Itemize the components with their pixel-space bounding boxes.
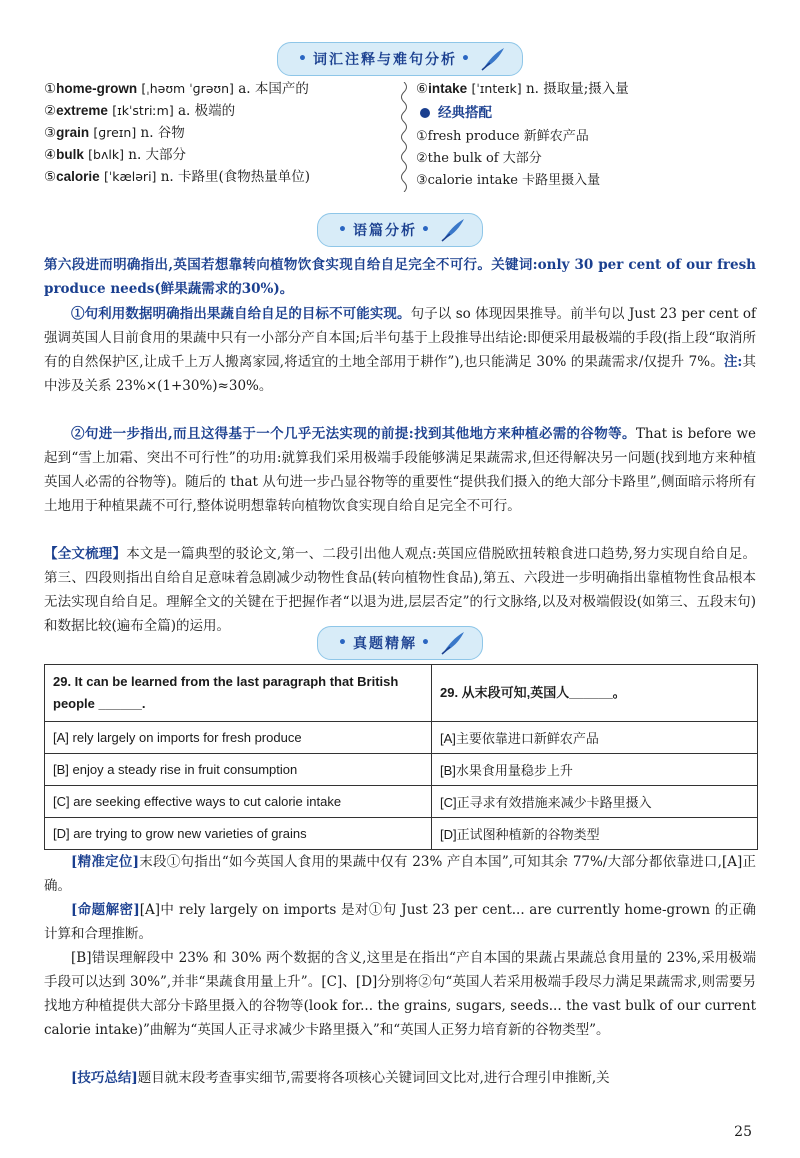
bullet-icon [420, 108, 430, 118]
option-zh: [C]正寻求有效措施来减少卡路里摄入 [432, 786, 758, 818]
question-zh: 29. 从末段可知,英国人______。 [432, 665, 758, 722]
vocab-item: ⑤calorie [ˈkæləri] n. 卡路里(食物热量单位) [44, 169, 311, 185]
wavy-divider [398, 82, 410, 192]
page-number: 25 [734, 1124, 752, 1140]
section-header-discourse [0, 215, 800, 245]
vocab-list [44, 78, 394, 188]
option-en: [A] rely largely on imports for fresh produce [45, 722, 432, 754]
analysis-tips: [技巧总结]题目就末段考查事实细节,需要将各项核心关键词回文比对,进行合理引申推断,关 [71, 1070, 610, 1086]
option-zh: [A]主要依靠进口新鲜农产品 [432, 722, 758, 754]
option-zh: [D]正试图种植新的谷物类型 [432, 818, 758, 850]
quill-pen-icon [440, 217, 466, 243]
table-row [45, 818, 758, 850]
option-en: [B] enjoy a steady rise in fruit consumption [45, 754, 432, 786]
section-pill: • 真题精解 • [317, 626, 483, 660]
section-title: 词汇注释与难句分析 [313, 52, 457, 68]
quill-pen-icon [480, 46, 506, 72]
section-header-vocab [0, 44, 800, 74]
discourse-summary: 【全文梳理】本文是一篇典型的驳论文,第一、二段引出他人观点:英国应借脱欧扭转粮食进口趋势,努力实现自给自足。第三、四段则指出自给自足意味着急剧减少动物性食品(转向植物性食品),第五、六段进一步明确指出靠植物性食品根本无法实现自给自足。理解全文的关键在于把握作者“以退为进,层层否定”的行文脉络,以及对极端假设(如第三、五段末句)和数据比较(遍布全篇)的运用。 [44, 546, 757, 634]
option-en: [C] are seeking effective ways to cut calorie intake [45, 786, 432, 818]
analysis-distractors: [B]错误理解段中 23% 和 30% 两个数据的含义,这里是在指出“产自本国的果蔬占果蔬总食用量的 23%,采用极端手段可以达到 30%”,并非“果蔬食用量上升”。[C]、[D]分别将②句“英国人若采用极端手段尽力满足果蔬需求,则需要另找地方种植提供大部分卡路里摄入的谷物等(look for... the grains, sugars, seeds... the vast bulk of our current calorie intake)”曲解为“英国人正寻求减少卡路里摄入”和“英国人正努力培育新的谷物类型”。 [44, 950, 756, 1038]
discourse-sentence2: ②句进一步指出,而且这得基于一个几乎无法实现的前提:找到其他地方来种植必需的谷物等。That is before we 起到“雪上加霜、突出不可行性”的功用:就算我们采用极端手段能够满足果蔬需求,但还得解决另一问题(找到地方来种植英国人必需的谷物等)。随后的 that 从句进一步凸显谷物等的重要性“提供我们摄入的绝大部分卡路里”,侧面暗示将所有土地用于种植果蔬不可行,整体说明想靠转向植物饮食实现自给自足完全不可行。 [44, 426, 756, 514]
vocab-right-column [416, 78, 746, 192]
vocab-item: ⑥intake [ˈɪnteɪk] n. 摄取量;摄入量 [416, 81, 629, 97]
section-pill: • 词汇注释与难句分析 • [277, 42, 523, 76]
analysis-locate: [精准定位]末段①句指出“如今英国人食用的果蔬中仅有 23% 产自本国”,可知其余 77%/大部分都依靠进口,[A]正确。 [44, 854, 756, 894]
section-header-exam [0, 628, 800, 658]
collocation-item: ③calorie intake 卡路里摄入量 [416, 173, 601, 188]
section-pill: • 语篇分析 • [317, 213, 483, 247]
table-row [45, 786, 758, 818]
collocations-heading: 经典搭配 [416, 102, 746, 124]
collocation-item: ②the bulk of 大部分 [416, 151, 542, 166]
option-zh: [B]水果食用量稳步上升 [432, 754, 758, 786]
vocab-item: ②extreme [ɪkˈstriːm] a. 极端的 [44, 103, 236, 119]
vocab-item: ④bulk [bʌlk] n. 大部分 [44, 147, 187, 163]
vocab-item: ③grain [ɡreɪn] n. 谷物 [44, 125, 185, 141]
table-row [45, 665, 758, 722]
vocab-item: ①home-grown [ˌhəʊm ˈɡrəʊn] a. 本国产的 [44, 81, 309, 97]
section-title: 语篇分析 [353, 223, 417, 239]
table-row [45, 754, 758, 786]
question-table [44, 664, 758, 850]
section-title: 真题精解 [353, 636, 417, 652]
table-row [45, 722, 758, 754]
analysis-decode: [命题解密][A]中 rely largely on imports 是对①句 Just 23 per cent... are currently home-grown 的正确计算和合理推断。 [44, 902, 756, 942]
discourse-sentence1: ①句利用数据明确指出果蔬自给自足的目标不可能实现。句子以 so 体现因果推导。前半句以 Just 23 per cent of 强调英国人目前食用的果蔬中只有一小部分产自本国;后半句基于上段推导出结论:即便采用最极端的手段(指上段“取消所有的自然保护区,让成千上万人搬离家园,将适宜的土地全部用于耕作”),也只能满足 30% 的果蔬需求/仅提升 7%。注:其中涉及关系 23%×(1+30%)≈30%。 [44, 306, 757, 394]
collocation-item: ①fresh produce 新鲜农产品 [416, 129, 589, 144]
discourse-intro: 第六段进而明确指出,英国若想靠转向植物饮食实现自给自足完全不可行。关键词:only 30 per cent of our fresh produce needs(鲜果蔬需求的30%)。 [44, 257, 756, 297]
question-en: 29. It can be learned from the last paragraph that British people ______. [45, 665, 432, 722]
quill-pen-icon [440, 630, 466, 656]
option-en: [D] are trying to grow new varieties of grains [45, 818, 432, 850]
